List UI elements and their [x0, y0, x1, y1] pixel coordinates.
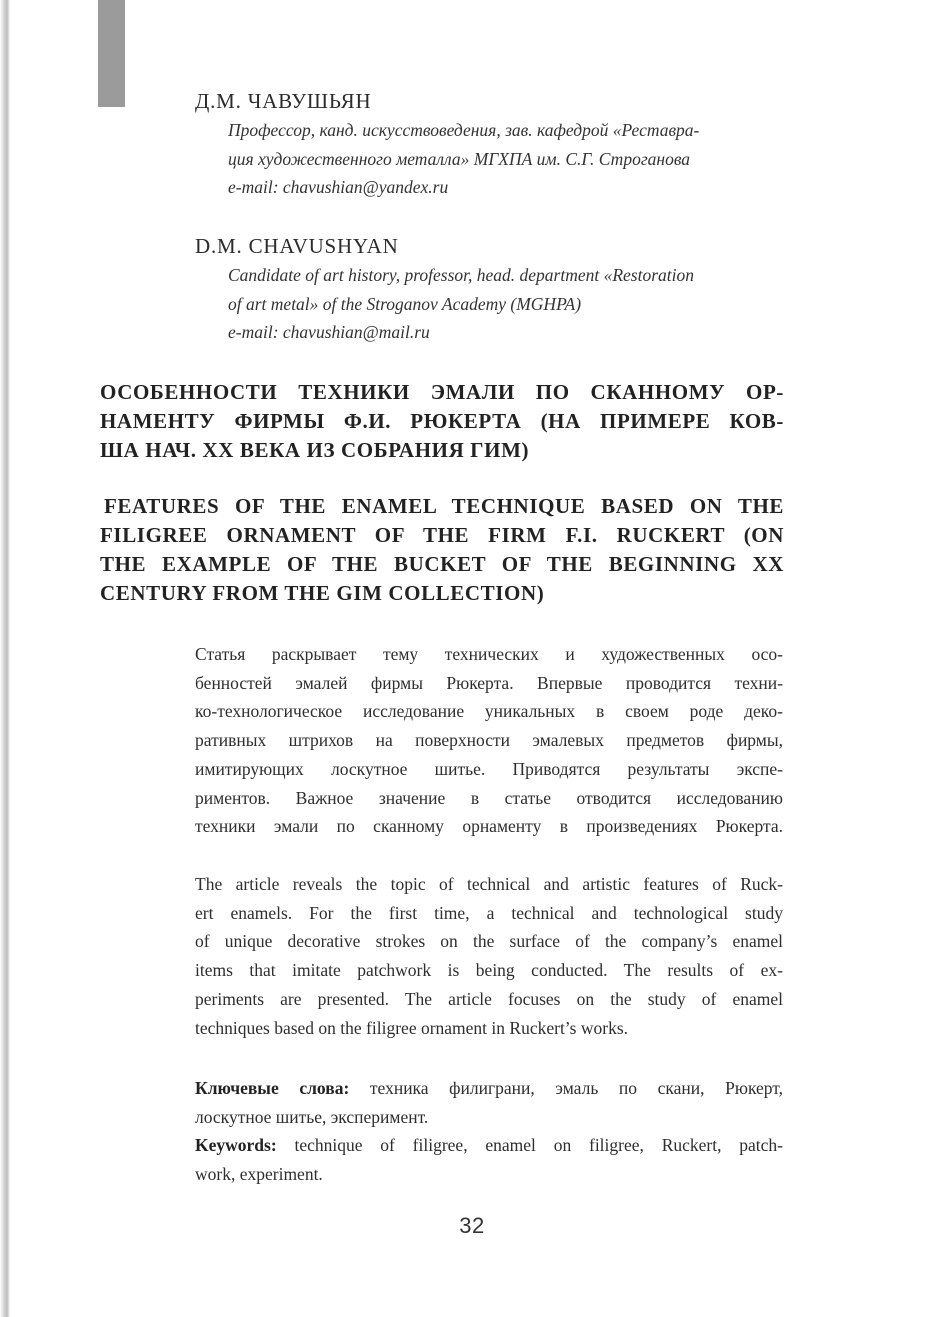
title-line: THE EXAMPLE OF THE BUCKET OF THE BEGINNING XX — [100, 552, 784, 576]
abstract-line: ративных штрихов на поверхности эмалевых предметов фирмы, — [195, 730, 783, 751]
decorative-side-bar — [98, 0, 125, 107]
abstract-ru — [195, 640, 783, 841]
keywords-en-line-1 — [195, 1131, 783, 1160]
author-block-en — [195, 231, 787, 347]
abstract-line: ert enamels. For the first time, a technical and technological study — [195, 902, 783, 923]
author-info-line: of art metal» of the Stroganov Academy (MGHPA) — [228, 293, 582, 314]
author-email-en: e-mail: chavushian@mail.ru — [228, 322, 430, 342]
abstract-line: риментов. Важное значение в статье отводится исследованию — [195, 787, 783, 808]
article-title-en — [100, 492, 784, 608]
keywords-en-text: technique of filigree, enamel on filigree, Ruckert, patch- — [276, 1135, 783, 1156]
author-block-ru — [195, 86, 787, 202]
author-info-line: Candidate of art history, professor, head. department «Restoration — [228, 265, 695, 285]
abstract-line: Статья раскрывает тему технических и художественных осо- — [195, 644, 783, 664]
title-line: ОСОБЕННОСТИ ТЕХНИКИ ЭМАЛИ ПО СКАННОМУ ОР- — [100, 380, 784, 404]
keywords-ru-line-1 — [195, 1074, 783, 1103]
abstract-line: техники эмали по сканному орнаменту в произведениях Рюкерта. — [195, 816, 783, 837]
abstract-line: items that imitate patchwork is being conducted. The results of ex- — [195, 960, 783, 981]
author-name-en: D.M. CHAVUSHYAN — [195, 234, 399, 258]
article-title-ru — [100, 378, 784, 465]
abstract-line: The article reveals the topic of technical and artistic features of Ruck- — [195, 874, 783, 894]
keywords-section — [195, 1074, 783, 1189]
keywords-en-line-2: work, experiment. — [195, 1164, 323, 1185]
keywords-en-label: Keywords: — [195, 1135, 277, 1156]
title-line: ША НАЧ. XX ВЕКА ИЗ СОБРАНИЯ ГИМ) — [100, 438, 530, 462]
title-line: CENTURY FROM THE GIM COLLECTION) — [100, 581, 545, 605]
abstract-line: ко-технологическое исследование уникальных в своем роде деко- — [195, 701, 783, 722]
keywords-ru-line-2: лоскутное шитье, эксперимент. — [195, 1106, 429, 1127]
title-line: FEATURES OF THE ENAMEL TECHNIQUE BASED ON THE — [104, 494, 784, 518]
page-edge-shadow — [0, 0, 10, 1317]
keywords-ru-text: техника филиграни, эмаль по скани, Рюкерт, — [349, 1078, 784, 1098]
keywords-ru-label: Ключевые слова: — [195, 1078, 350, 1098]
abstract-en — [195, 870, 783, 1042]
author-info-en — [228, 261, 787, 347]
abstract-line: periments are presented. The article focuses on the study of enamel — [195, 988, 783, 1009]
author-info-line: ция художественного металла» МГХПА им. С.Г. Строганова — [228, 148, 691, 169]
author-info-line: Профессор, канд. искусствоведения, зав. кафедрой «Реставра- — [228, 120, 700, 140]
author-email-ru: e-mail: chavushian@yandex.ru — [228, 177, 449, 197]
abstract-line: techniques based on the filigree ornament in Ruckert’s works. — [195, 1017, 629, 1038]
abstract-line: имитирующих лоскутное шитье. Приводятся результаты экспе- — [195, 758, 783, 779]
author-name-ru: Д.М. ЧАВУШЬЯН — [195, 89, 372, 113]
title-line: НАМЕНТУ ФИРМЫ Ф.И. РЮКЕРТА (НА ПРИМЕРЕ КОВ- — [100, 409, 784, 433]
abstract-line: бенностей эмалей фирмы Рюкерта. Впервые проводится техни- — [195, 672, 783, 693]
author-info-ru — [228, 116, 787, 202]
abstract-line: of unique decorative strokes on the surface of the company’s enamel — [195, 931, 783, 952]
page-number: 32 — [459, 1213, 485, 1238]
title-line: FILIGREE ORNAMENT OF THE FIRM F.I. RUCKERT (ON — [100, 523, 784, 547]
